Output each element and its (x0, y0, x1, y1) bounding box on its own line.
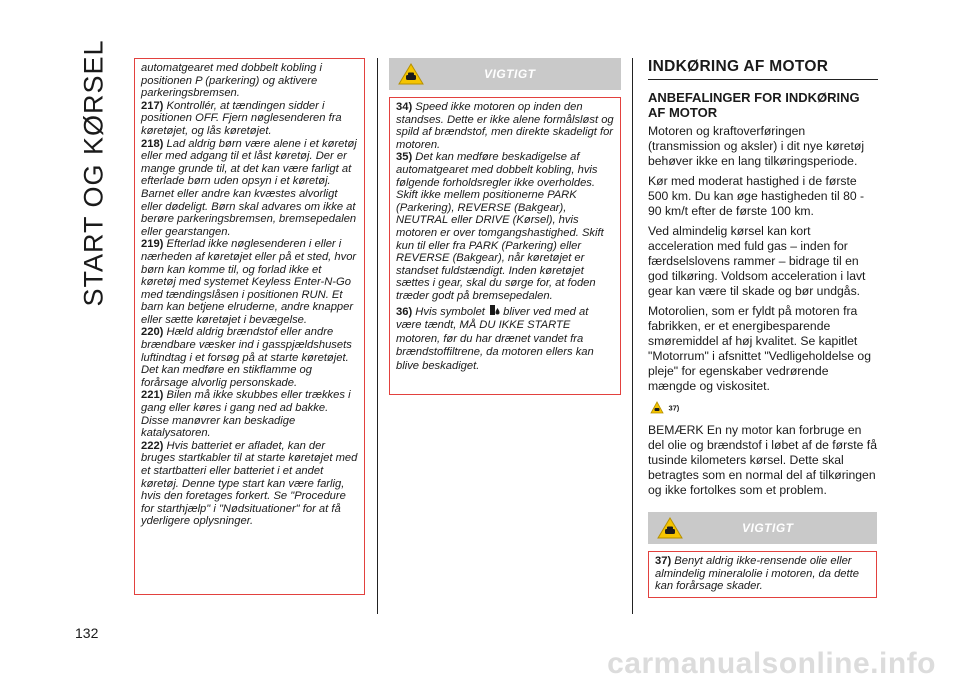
warning-small-icon (650, 401, 664, 414)
warning-header-band-right (648, 512, 877, 544)
body-paragraph-4: Motorolien, som er fyldt på motoren fra fabrikken, er et energibesparende smøremiddel af høj kvalitet. Se kapitlet "Motorrum" i afsnittet "Vedligeholdelse og pleje" for egenskaber vedrørende mængde og viskositet. (648, 304, 871, 393)
warning-item-220: 220) Hæld aldrig brændstof eller andre brændbare væsker ind i gasspjældshusets luftindtag i et forsøg på at starte køretøjet. Det kan medføre en stikflamme og forårsage alvorlig personskade. (141, 326, 352, 389)
page-number: 132 (75, 625, 99, 641)
note-paragraph: BEMÆRK En ny motor kan forbruge en del olie og brændstof i løbet af de første få tusinde kilometers kørsel. Dette skal betragtes som en normal del af tilkøringen og ikke fortolkes som et problem. (648, 423, 877, 497)
warning-item-219: 219) Efterlad ikke nøglesenderen i eller i nærheden af køretøjet eller på et sted, hvor børn kan komme til, og forlad ikke et køretøj med systemet Keyless Enter-N-Go med tændingslåsen i positionen RUN. Et barn kan betjene elruderne, andre knapper eller sætte køretøjet i bevægelse. (141, 238, 357, 326)
body-paragraph-1: Motoren og kraftoverføringen (transmission og aksler) i dit nye køretøj behøver ikke en lang tilkøringsperiode. (648, 124, 865, 168)
warning-item-222: 222) Hvis batteriet er afladet, kan der bruges startkabler til at starte køretøjet med et startbatteri eller batteriet i et andet køretøj. Denne type start kan være farlig, hvis den foretages forkert. Se "Procedure for starthjælp" i "Nødsituationer" for at få yderligere oplysninger. (141, 439, 358, 528)
warning-box-left (134, 58, 365, 595)
chapter-title-text: START OG KØRSEL (78, 39, 109, 307)
warning-car-icon (398, 63, 424, 85)
warning-item-34: 34) Speed ikke motoren op inden den standses. Dette er ikke alene formålsløst og spild af brændstof, men direkte skadeligt for motoren. (396, 101, 614, 151)
warning-box-right (648, 551, 877, 598)
warning-header-label-right: VIGTIGT (742, 521, 794, 535)
column-divider-left (377, 58, 378, 614)
warning-item-35: 35) Det kan medføre beskadigelse af automatgearet med dobbelt kobling, hvis følgende forholdsregler ikke overholdes. Skift ikke mellem positionerne PARK (Parkering), REVERSE (Bakgear), NEUTRAL eller DRIVE (Kørsel), hvis motoren er over tomgangshastighed. Skift kun til eller fra PARK (Parkering) eller REVERSE (Bakgear), når køretøjet er standset fuldstændigt. Inden køretøjet sættes i gear, skal du sørge for, at foden træder godt på bremsepedalen. (396, 151, 604, 302)
warning-continued-text: automatgearet med dobbelt kobling i positionen P (parkering) og aktivere parkeringsbremsen. (141, 62, 322, 100)
column-divider-right (632, 58, 633, 614)
warning-reference (650, 399, 878, 415)
body-paragraph-3: Ved almindelig kørsel kan kort acceleration med fuld gas – inden for færdselslovens rammer – bidrage til en god tilkøring. Voldsom acceleration i lavt gear kan være til skade og bør undgås. (648, 224, 866, 298)
warning-box-middle (389, 97, 621, 395)
fuel-water-icon (488, 303, 500, 317)
warning-header-band (389, 58, 621, 90)
warning-item-36: 36) Hvis symbolet bliver ved med at være tændt, MÅ DU IKKE STARTE motoren, før du har drænet vandet fra brændstoffiltrene, da motoren ellers kan blive beskadiget. (396, 303, 614, 374)
section-title: INDKØRING AF MOTOR (648, 58, 878, 80)
warning-item-221: 221) Bilen må ikke skubbes eller trækkes i gang eller køres i gang ned ad bakke. Disse manøvrer kan beskadige katalysatoren. (141, 389, 351, 440)
warning-item-218: 218) Lad aldrig børn være alene i et køretøj eller med adgang til et låst køretøj. Der er mange grunde til, at det kan være farligt at efterlade børn uden opsyn i et køretøj. Barnet eller andre kan kvæstes alvorligt eller dødeligt. Børn skal advares om ikke at berøre parkeringsbremsen, bremsepedalen eller gearstangen. (141, 137, 357, 238)
warning-car-icon (657, 517, 683, 539)
warning-header-label: VIGTIGT (484, 67, 536, 81)
warning-item-217: 217) Kontrollér, at tændingen sidder i positionen OFF. Fjern nøglesenderen fra køretøjet, og lås køretøjet. (141, 99, 342, 137)
watermark: carmanualsonline.info (607, 647, 936, 680)
chapter-side-title (74, 39, 114, 307)
body-paragraph-2: Kør med moderat hastighed i de første 500 km. Du kan øge hastigheden til 80 - 90 km/t efter de første 100 km. (648, 174, 865, 218)
warning-ref-number: 37) (668, 403, 680, 413)
subsection-title: ANBEFALINGER FOR INDKØRING AF MOTOR (648, 90, 860, 120)
warning-item-37: 37) Benyt aldrig ikke-rensende olie eller almindelig mineralolie i motoren, da dette kan forårsage skader. (655, 555, 859, 593)
right-column (648, 58, 878, 503)
